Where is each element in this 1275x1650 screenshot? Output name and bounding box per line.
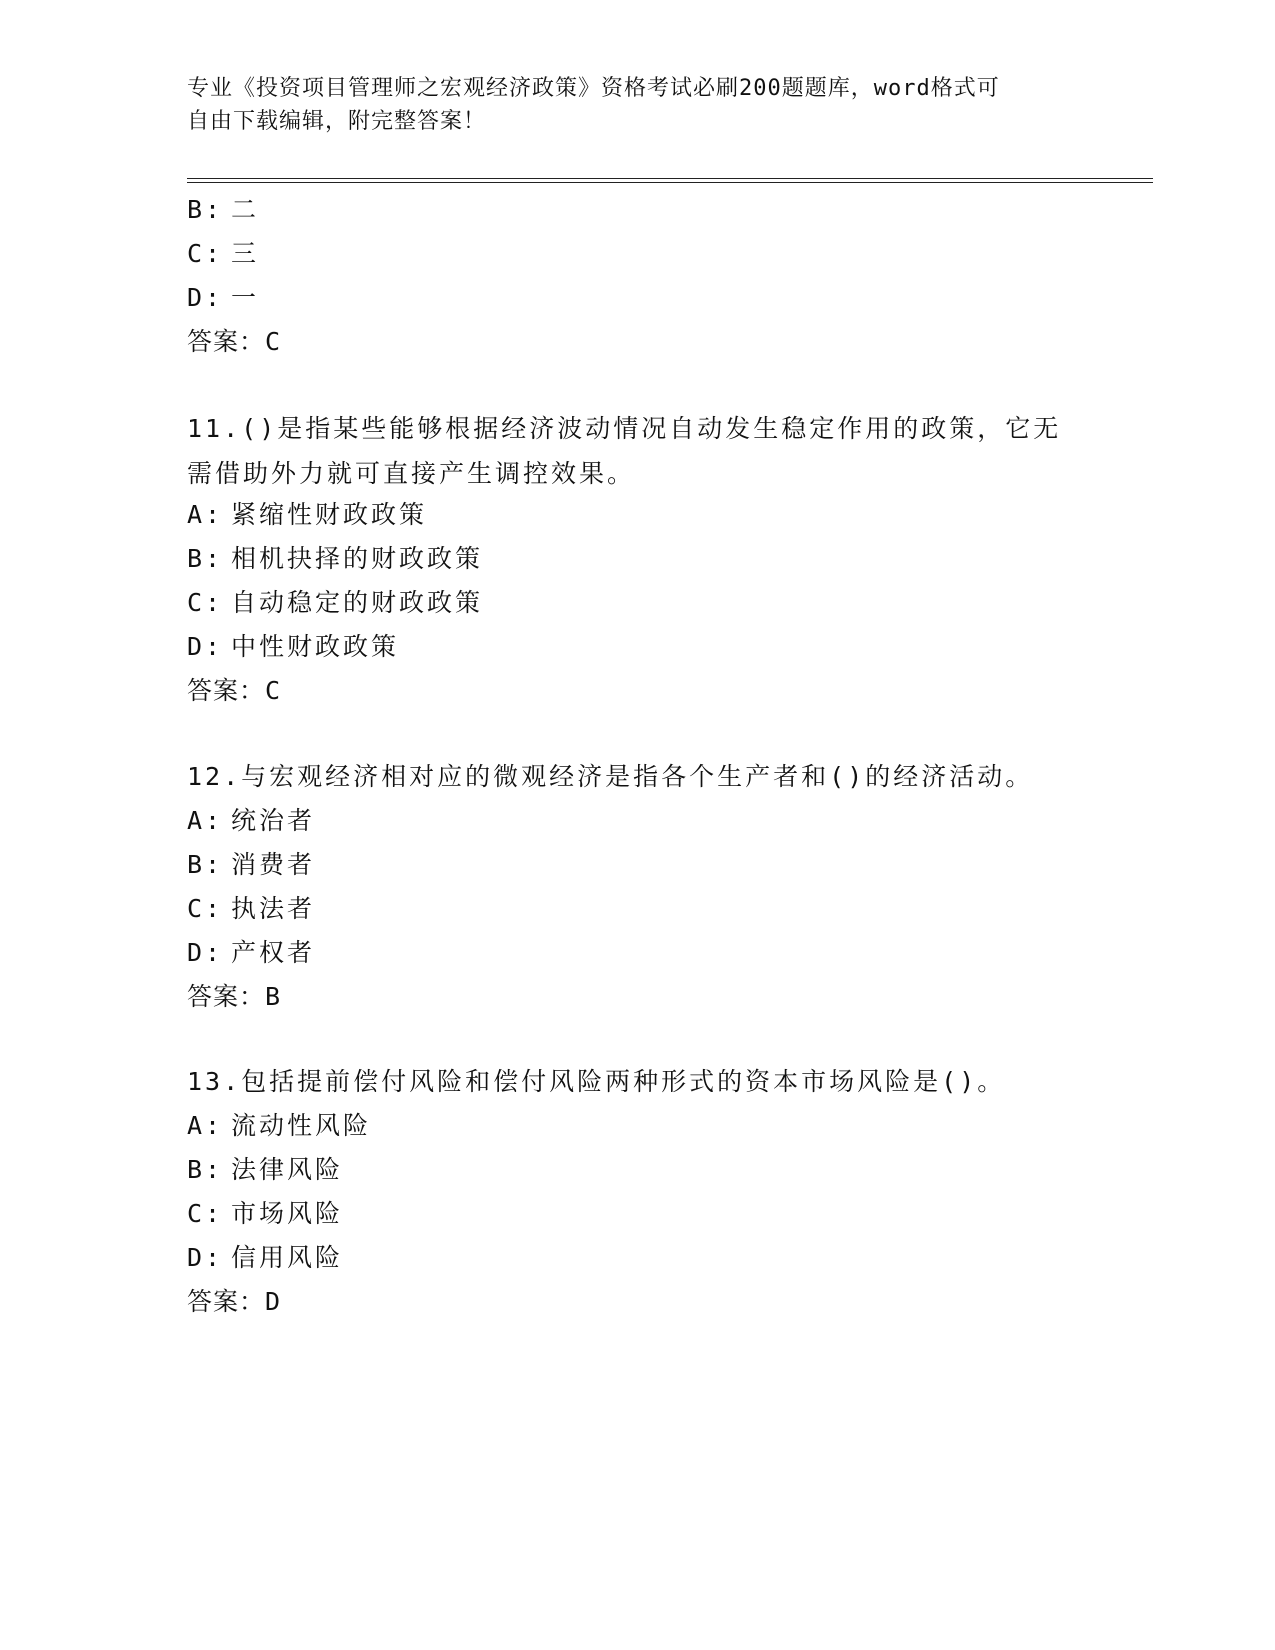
header-divider-bottom bbox=[187, 182, 1153, 183]
option-d bbox=[187, 936, 315, 970]
option-c bbox=[187, 586, 483, 620]
option-d bbox=[187, 281, 259, 315]
option-b bbox=[187, 193, 259, 227]
answer: 答案：C bbox=[187, 327, 282, 356]
option-label: D: bbox=[187, 1243, 224, 1272]
option-c bbox=[187, 237, 259, 271]
option-text: 市场风险 bbox=[231, 1199, 344, 1228]
question-11-text: 11.()是指某些能够根据经济波动情况自动发生稳定作用的政策，它无需借助外力就可直接产生调控效果。 bbox=[187, 414, 1062, 488]
option-label: C: bbox=[187, 588, 224, 617]
question-13-text: 13.包括提前偿付风险和偿付风险两种形式的资本市场风险是()。 bbox=[187, 1067, 1006, 1096]
option-text: 紧缩性财政政策 bbox=[231, 500, 428, 529]
option-text: 三 bbox=[231, 239, 260, 268]
option-label: B: bbox=[187, 850, 224, 879]
answer: 答案：B bbox=[187, 982, 282, 1011]
option-a bbox=[187, 1109, 371, 1143]
option-b bbox=[187, 542, 483, 576]
answer: 答案：C bbox=[187, 676, 282, 705]
option-label: A: bbox=[187, 1111, 224, 1140]
option-label: D: bbox=[187, 632, 224, 661]
option-label: A: bbox=[187, 806, 224, 835]
option-label: C: bbox=[187, 894, 224, 923]
option-text: 产权者 bbox=[231, 938, 316, 967]
header-line-2: 自由下载编辑，附完整答案！ bbox=[187, 109, 487, 134]
option-label: B: bbox=[187, 195, 224, 224]
answer: 答案：D bbox=[187, 1287, 282, 1316]
header-line-1: 专业《投资项目管理师之宏观经济政策》资格考试必刷200题题库，word格式可 bbox=[187, 76, 1000, 101]
option-text: 中性财政政策 bbox=[231, 632, 400, 661]
option-text: 信用风险 bbox=[231, 1243, 344, 1272]
option-c bbox=[187, 892, 315, 926]
option-text: 流动性风险 bbox=[231, 1111, 372, 1140]
option-a bbox=[187, 498, 427, 532]
option-label: D: bbox=[187, 938, 224, 967]
option-c bbox=[187, 1197, 343, 1231]
option-text: 法律风险 bbox=[231, 1155, 344, 1184]
option-d bbox=[187, 630, 399, 664]
option-text: 消费者 bbox=[231, 850, 316, 879]
option-text: 自动稳定的财政政策 bbox=[231, 588, 484, 617]
option-label: C: bbox=[187, 239, 224, 268]
option-b bbox=[187, 848, 315, 882]
option-text: 执法者 bbox=[231, 894, 316, 923]
document-header bbox=[187, 72, 1087, 138]
option-label: C: bbox=[187, 1199, 224, 1228]
option-text: 二 bbox=[231, 195, 260, 224]
option-label: A: bbox=[187, 500, 224, 529]
option-text: 相机抉择的财政政策 bbox=[231, 544, 484, 573]
option-label: D: bbox=[187, 283, 224, 312]
header-divider-top bbox=[187, 178, 1153, 179]
option-label: B: bbox=[187, 1155, 224, 1184]
option-text: 一 bbox=[231, 283, 260, 312]
option-b bbox=[187, 1153, 343, 1187]
option-label: B: bbox=[187, 544, 224, 573]
option-text: 统治者 bbox=[231, 806, 316, 835]
question-12-text: 12.与宏观经济相对应的微观经济是指各个生产者和()的经济活动。 bbox=[187, 762, 1034, 791]
option-a bbox=[187, 804, 315, 838]
option-d bbox=[187, 1241, 343, 1275]
